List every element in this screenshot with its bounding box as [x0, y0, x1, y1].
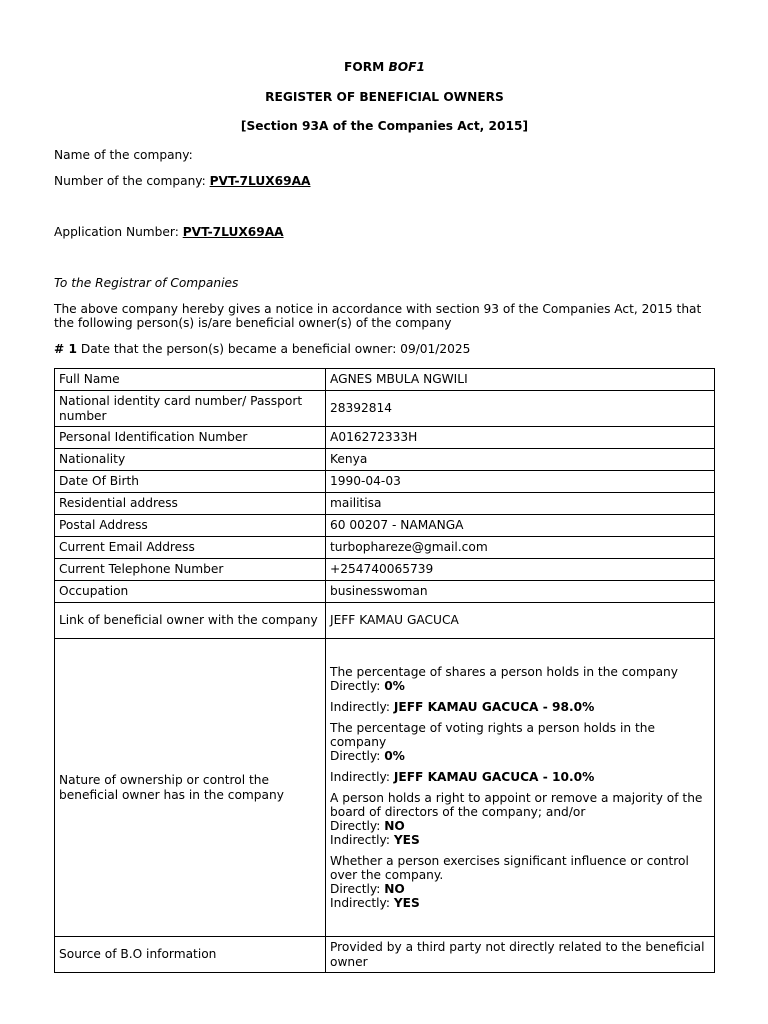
row-value: A016272333H — [326, 427, 715, 449]
row-value: AGNES MBULA NGWILI — [326, 369, 715, 391]
influence-heading: Whether a person exercises significant influence or control over the company. — [330, 854, 689, 883]
application-number-line — [54, 225, 284, 239]
addressee — [54, 276, 238, 290]
section-reference: [Section 93A of the Companies Act, 2015] — [240, 119, 529, 133]
row-label: Residential address — [55, 493, 326, 515]
table-row — [55, 581, 715, 603]
appoint-direct-value: NO — [384, 819, 405, 834]
shares-direct-value: 0% — [384, 678, 405, 693]
table-row — [55, 369, 715, 391]
voting-indirect-value: JEFF KAMAU GACUCA - 10.0% — [393, 769, 595, 784]
table-row — [55, 449, 715, 471]
appoint-block — [330, 791, 710, 847]
appoint-indirect-value: YES — [393, 833, 420, 848]
indirectly-label: Indirectly: — [330, 896, 390, 911]
row-value: +254740065739 — [326, 559, 715, 581]
row-value: Kenya — [326, 449, 715, 471]
addressee-text: To the Registrar of Companies — [54, 276, 239, 290]
voting-heading: The percentage of voting rights a person holds in the company — [330, 720, 655, 749]
row-label: Occupation — [55, 581, 326, 603]
directly-label: Directly: — [330, 882, 381, 897]
table-row — [55, 515, 715, 537]
row-label: Postal Address — [55, 515, 326, 537]
directly-label: Directly: — [330, 748, 381, 763]
row-label: Date Of Birth — [55, 471, 326, 493]
shares-indirect-value: JEFF KAMAU GACUCA - 98.0% — [393, 699, 595, 714]
directly-label: Directly: — [330, 819, 381, 834]
influence-indirect-value: YES — [393, 896, 420, 911]
form-title — [54, 60, 715, 74]
table-row — [55, 537, 715, 559]
shares-indirect-line — [330, 700, 710, 714]
voting-indirect-line — [330, 770, 710, 784]
company-number-value: PVT-7LUX69AA — [209, 174, 311, 188]
row-label: Current Telephone Number — [55, 559, 326, 581]
register-title: REGISTER OF BENEFICIAL OWNERS — [265, 90, 504, 104]
beneficial-owner-date: Date that the person(s) became a beneficial owner: 09/01/2025 — [80, 342, 471, 356]
shares-block — [330, 665, 710, 693]
table-row — [55, 471, 715, 493]
row-label: Personal Identification Number — [55, 427, 326, 449]
voting-block — [330, 721, 710, 763]
influence-direct-value: NO — [384, 882, 405, 897]
table-row — [55, 391, 715, 427]
row-value: turbophareze@gmail.com — [326, 537, 715, 559]
row-value: 1990-04-03 — [326, 471, 715, 493]
company-name-line — [54, 148, 193, 162]
row-label: Nationality — [55, 449, 326, 471]
indirectly-label: Indirectly: — [330, 769, 390, 784]
row-label: Current Email Address — [55, 537, 326, 559]
company-number-line — [54, 174, 310, 188]
indirectly-label: Indirectly: — [330, 833, 390, 848]
influence-block — [330, 854, 710, 910]
entry-number: # 1 — [54, 342, 77, 356]
nature-details — [326, 639, 715, 937]
table-row-nature — [55, 639, 715, 937]
row-label: National identity card number/ Passport number — [55, 391, 326, 427]
appoint-heading: A person holds a right to appoint or remove a majority of the board of directors of the company; and/or — [330, 790, 703, 820]
source-label: Source of B.O information — [55, 937, 326, 973]
indirectly-label: Indirectly: — [330, 699, 390, 714]
row-value: mailitisa — [326, 493, 715, 515]
application-number-value: PVT-7LUX69AA — [182, 225, 284, 239]
row-value: JEFF KAMAU GACUCA — [326, 603, 715, 639]
directly-label: Directly: — [330, 678, 381, 693]
row-label: Full Name — [55, 369, 326, 391]
table-row — [55, 493, 715, 515]
entry-date-line — [54, 342, 470, 356]
row-value: 60 00207 - NAMANGA — [326, 515, 715, 537]
row-value: businesswoman — [326, 581, 715, 603]
nature-label: Nature of ownership or control the beneficial owner has in the company — [55, 639, 326, 937]
shares-heading: The percentage of shares a person holds in the company — [330, 664, 678, 679]
table-row — [55, 603, 715, 639]
source-value: Provided by a third party not directly related to the beneficial owner — [326, 937, 715, 973]
voting-direct-value: 0% — [384, 748, 405, 763]
table-row — [55, 937, 715, 973]
beneficial-owner-table — [54, 368, 715, 973]
form-code: BOF1 — [388, 60, 425, 74]
row-label: Link of beneficial owner with the company — [55, 603, 326, 639]
company-name-label: Name of the company: — [54, 148, 193, 162]
application-number-label: Application Number: — [54, 225, 179, 239]
form-prefix: FORM — [344, 60, 385, 74]
table-row — [55, 559, 715, 581]
table-row — [55, 427, 715, 449]
row-value: 28392814 — [326, 391, 715, 427]
company-number-label: Number of the company: — [54, 174, 206, 188]
notice-text: The above company hereby gives a notice in accordance with section 93 of the Companies Act, 2015 that the following person(s) is/are beneficial owner(s) of the company — [54, 302, 702, 331]
